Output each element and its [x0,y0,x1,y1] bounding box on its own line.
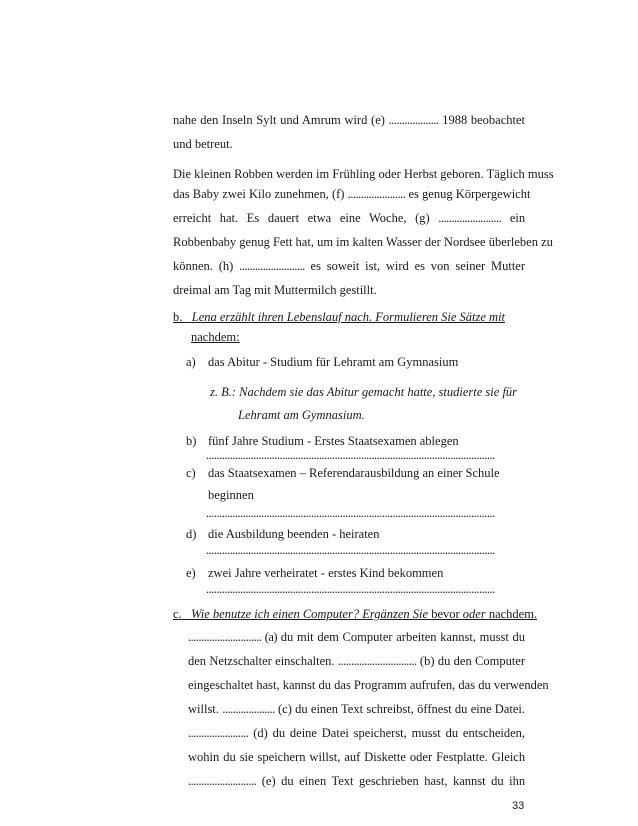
c-line-7 [188,774,525,789]
blank-f: ...................... [347,187,406,201]
blank-e: .......................... [188,774,257,788]
word: du [281,774,294,788]
word: Datei [321,726,349,740]
text: es genug Körpergewicht [408,187,531,201]
word: du [272,726,286,740]
blank-c: .................... [222,702,275,716]
word: Text [331,774,354,788]
word: Diskette [364,750,406,764]
word: erreicht [173,211,212,225]
exercise-b-instruction-2: nachdem: [191,330,240,344]
blank-h: ......................... [239,259,305,273]
word: willst. [188,702,219,716]
page-number: 33 [512,800,525,812]
item-d-answer-line[interactable]: .............................................................................................................. [206,543,495,557]
paragraph-line-2 [173,187,531,202]
blank-g: ........................ [438,211,502,225]
item-b-answer-line[interactable]: .............................................................................................................. [206,448,495,462]
word: etwa [307,211,332,225]
item-c-text-2: beginnen [208,488,254,502]
word: (e) [261,774,276,788]
exercise-c-heading [173,607,537,622]
word: Gleich [491,750,526,764]
word: willst, [309,750,341,764]
item-c-text: das Staatsexamen – Referendarausbildung an einer Schule [208,466,500,480]
word: Woche, [368,211,407,225]
paragraph-line-3 [173,211,525,226]
paragraph-e-line-2: und betreut. [173,137,233,151]
word: auf [344,750,361,764]
item-b-text: fünf Jahre Studium - Erstes Staatsexamen ablegen [208,434,459,448]
item-a-text: das Abitur - Studium für Lehramt am Gymnasium [208,355,459,369]
word: wohin [188,750,220,764]
text: den Netzschalter einschalten. [188,654,335,668]
item-d-text: die Ausbildung beenden - heiraten [208,527,380,541]
c-line-6 [188,750,525,765]
blank-a: ............................ (a) [188,630,278,644]
word: deine [289,726,317,740]
example-line-1: z. B.: Nachdem sie das Abitur gemacht hatte, studierte sie für [210,385,518,399]
example-line-2: Lehramt am Gymnasium. [238,408,365,422]
word: Es [246,211,260,225]
text: (b) du den Computer [419,654,526,668]
word: du [491,774,504,788]
word: speichern [257,750,306,764]
paragraph-e-line-1 [173,113,525,128]
word: du [223,750,236,764]
exercise-c-instruction: Wie benutze ich einen Computer? Ergänzen Sie [191,607,429,621]
word: du [445,726,459,740]
word: (h) [218,259,234,273]
exercise-b-letter: b. [173,310,183,324]
word: ihn [509,774,526,788]
keyword-nachdem: nachdem. [488,607,538,621]
word: dauert [267,211,300,225]
word: musst [411,726,441,740]
text: 1988 beobachtet [442,113,526,127]
text: du mit dem Computer arbeiten kannst, musst du [280,630,526,644]
word: oder [409,750,433,764]
paragraph-line-4: Robbenbaby genug Fett hat, um im kalten Wasser der Nordsee überleben zu [173,235,553,249]
c-line-2 [188,654,525,669]
c-line-3: eingeschaltet hast, kannst du das Programm aufrufen, das du verwenden [188,678,549,692]
word: (d) [253,726,268,740]
item-d-label: d) [186,527,197,541]
paragraph-line-5 [173,259,525,274]
item-c-label: c) [186,466,196,480]
exercise-b-instruction: Lena erzählt ihren Lebenslauf nach. Formulieren Sie Sätze mit [191,310,506,324]
word: hast, [424,774,448,788]
blank-d: ....................... [188,726,249,740]
item-e-label: e) [186,566,196,580]
paragraph-line-6: dreimal am Tag mit Muttermilch gestillt. [173,283,377,297]
c-line-5 [188,726,525,741]
word: sie [239,750,254,764]
exercise-b-heading [173,310,505,325]
item-c-answer-line[interactable]: .............................................................................................................. [206,506,495,520]
word: (g) [415,211,430,225]
keyword-oder: oder [462,607,486,621]
blank-e: ................... [388,113,439,127]
item-a-label: a) [186,355,196,369]
word: hat. [219,211,239,225]
word: speicherst, [353,726,407,740]
word: einen [299,774,327,788]
word: ein [509,211,526,225]
word: können. [173,259,213,273]
word: Festplatte. [436,750,488,764]
word: eine [339,211,361,225]
text: das Baby zwei Kilo zunehmen, (f) [173,187,345,201]
word: geschrieben [359,774,419,788]
item-e-text: zwei Jahre verheiratet - erstes Kind bekommen [208,566,444,580]
text: es soweit ist, wird es von seiner Mutter [310,259,526,273]
c-line-4 [188,702,525,717]
text: nahe den Inseln Sylt und Amrum wird (e) [173,113,385,127]
c-line-1 [188,630,525,645]
paragraph-line-1: Die kleinen Robben werden im Frühling oder Herbst geboren. Täglich muss [173,167,554,181]
text: (c) du einen Text schreibst, öffnest du eine Datei. [277,702,526,716]
keyword-bevor: bevor [431,607,460,621]
blank-b: .............................. [337,654,417,668]
item-e-answer-line[interactable]: .............................................................................................................. [206,582,495,596]
word: kannst [452,774,486,788]
exercise-c-letter: c. [173,607,182,621]
item-b-label: b) [186,434,197,448]
word: entscheiden, [462,726,526,740]
